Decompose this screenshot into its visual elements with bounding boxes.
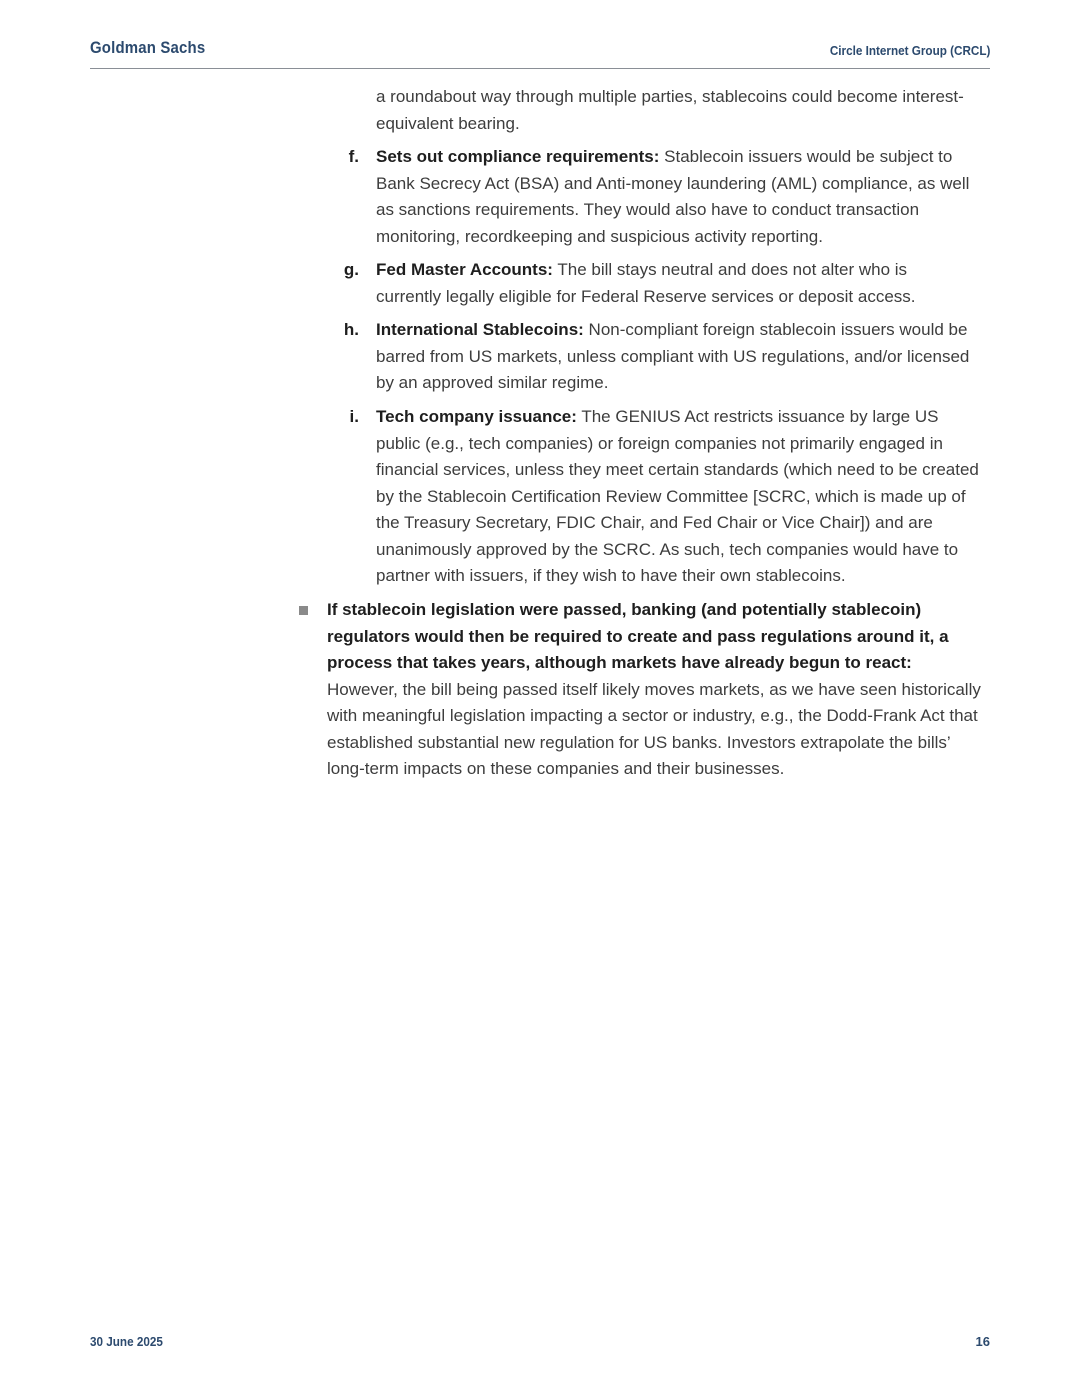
bullet-square-icon (299, 606, 308, 615)
item-title: Tech company issuance: (376, 407, 577, 426)
item-text: Stablecoin issuers would be subject to Bank Secrecy Act (BSA) and Anti-money laundering (AML) compliance, as well as sanctions requirements. They would also have to conduct transaction monitoring, recordkeeping and suspicious activity reporting. (376, 147, 970, 246)
item-title: Sets out compliance requirements: (376, 147, 660, 166)
bullet-title: If stablecoin legislation were passed, banking (and potentially stablecoin) regulators would then be required to create and pass regulations around it, a process that takes years, although markets have already begun to react: (327, 600, 949, 672)
footer-date: 30 June 2025 (90, 1334, 163, 1349)
item-title: Fed Master Accounts: (376, 260, 553, 279)
list-item-tech-company-issuance (376, 404, 986, 590)
continuation-paragraph: a roundabout way through multiple parties, stablecoins could become interest-equivalent bearing. (376, 87, 964, 133)
brand-name: Goldman Sachs (90, 38, 206, 57)
list-item-compliance (376, 144, 992, 250)
page-header (90, 36, 990, 69)
list-item-international-stablecoins (376, 317, 981, 397)
item-marker-i: i. (349, 407, 359, 426)
item-marker-h: h. (343, 320, 359, 339)
list-item-fed-master-accounts (376, 257, 956, 310)
item-marker-g: g. (343, 260, 359, 279)
item-text: The bill stays neutral and does not alter who is currently legally eligible for Federal Reserve services or deposit access. (376, 260, 916, 306)
bullet-paragraph (327, 597, 982, 783)
company-name: Circle Internet Group (CRCL) (829, 43, 990, 58)
item-marker-f: f. (348, 147, 359, 166)
bullet-text: However, the bill being passed itself likely moves markets, as we have seen historically with meaningful legislation impacting a sector or industry, e.g., the Dodd-Frank Act that established substantial new regulation for US banks. Investors extrapolate the bills’ long-term impacts on these companies and their businesses. (327, 679, 981, 778)
page-number: 16 (975, 1334, 990, 1349)
item-text: The GENIUS Act restricts issuance by large US public (e.g., tech companies) or foreign companies not primarily engaged in financial services, unless they meet certain standards (which need to be created by the Stablecoin Certification Review Committee [SCRC, which is made up of the Treasury Secretary, FDIC Chair, and Fed Chair or Vice Chair]) and are unanimously approved by the SCRC. As such, tech companies would have to partner with issuers, if they wish to have their own stablecoins. (376, 407, 979, 585)
item-text: Non-compliant foreign stablecoin issuers would be barred from US markets, unless compliant with US regulations, and/or licensed by an approved similar regime. (376, 320, 970, 392)
item-title: International Stablecoins: (376, 320, 584, 339)
